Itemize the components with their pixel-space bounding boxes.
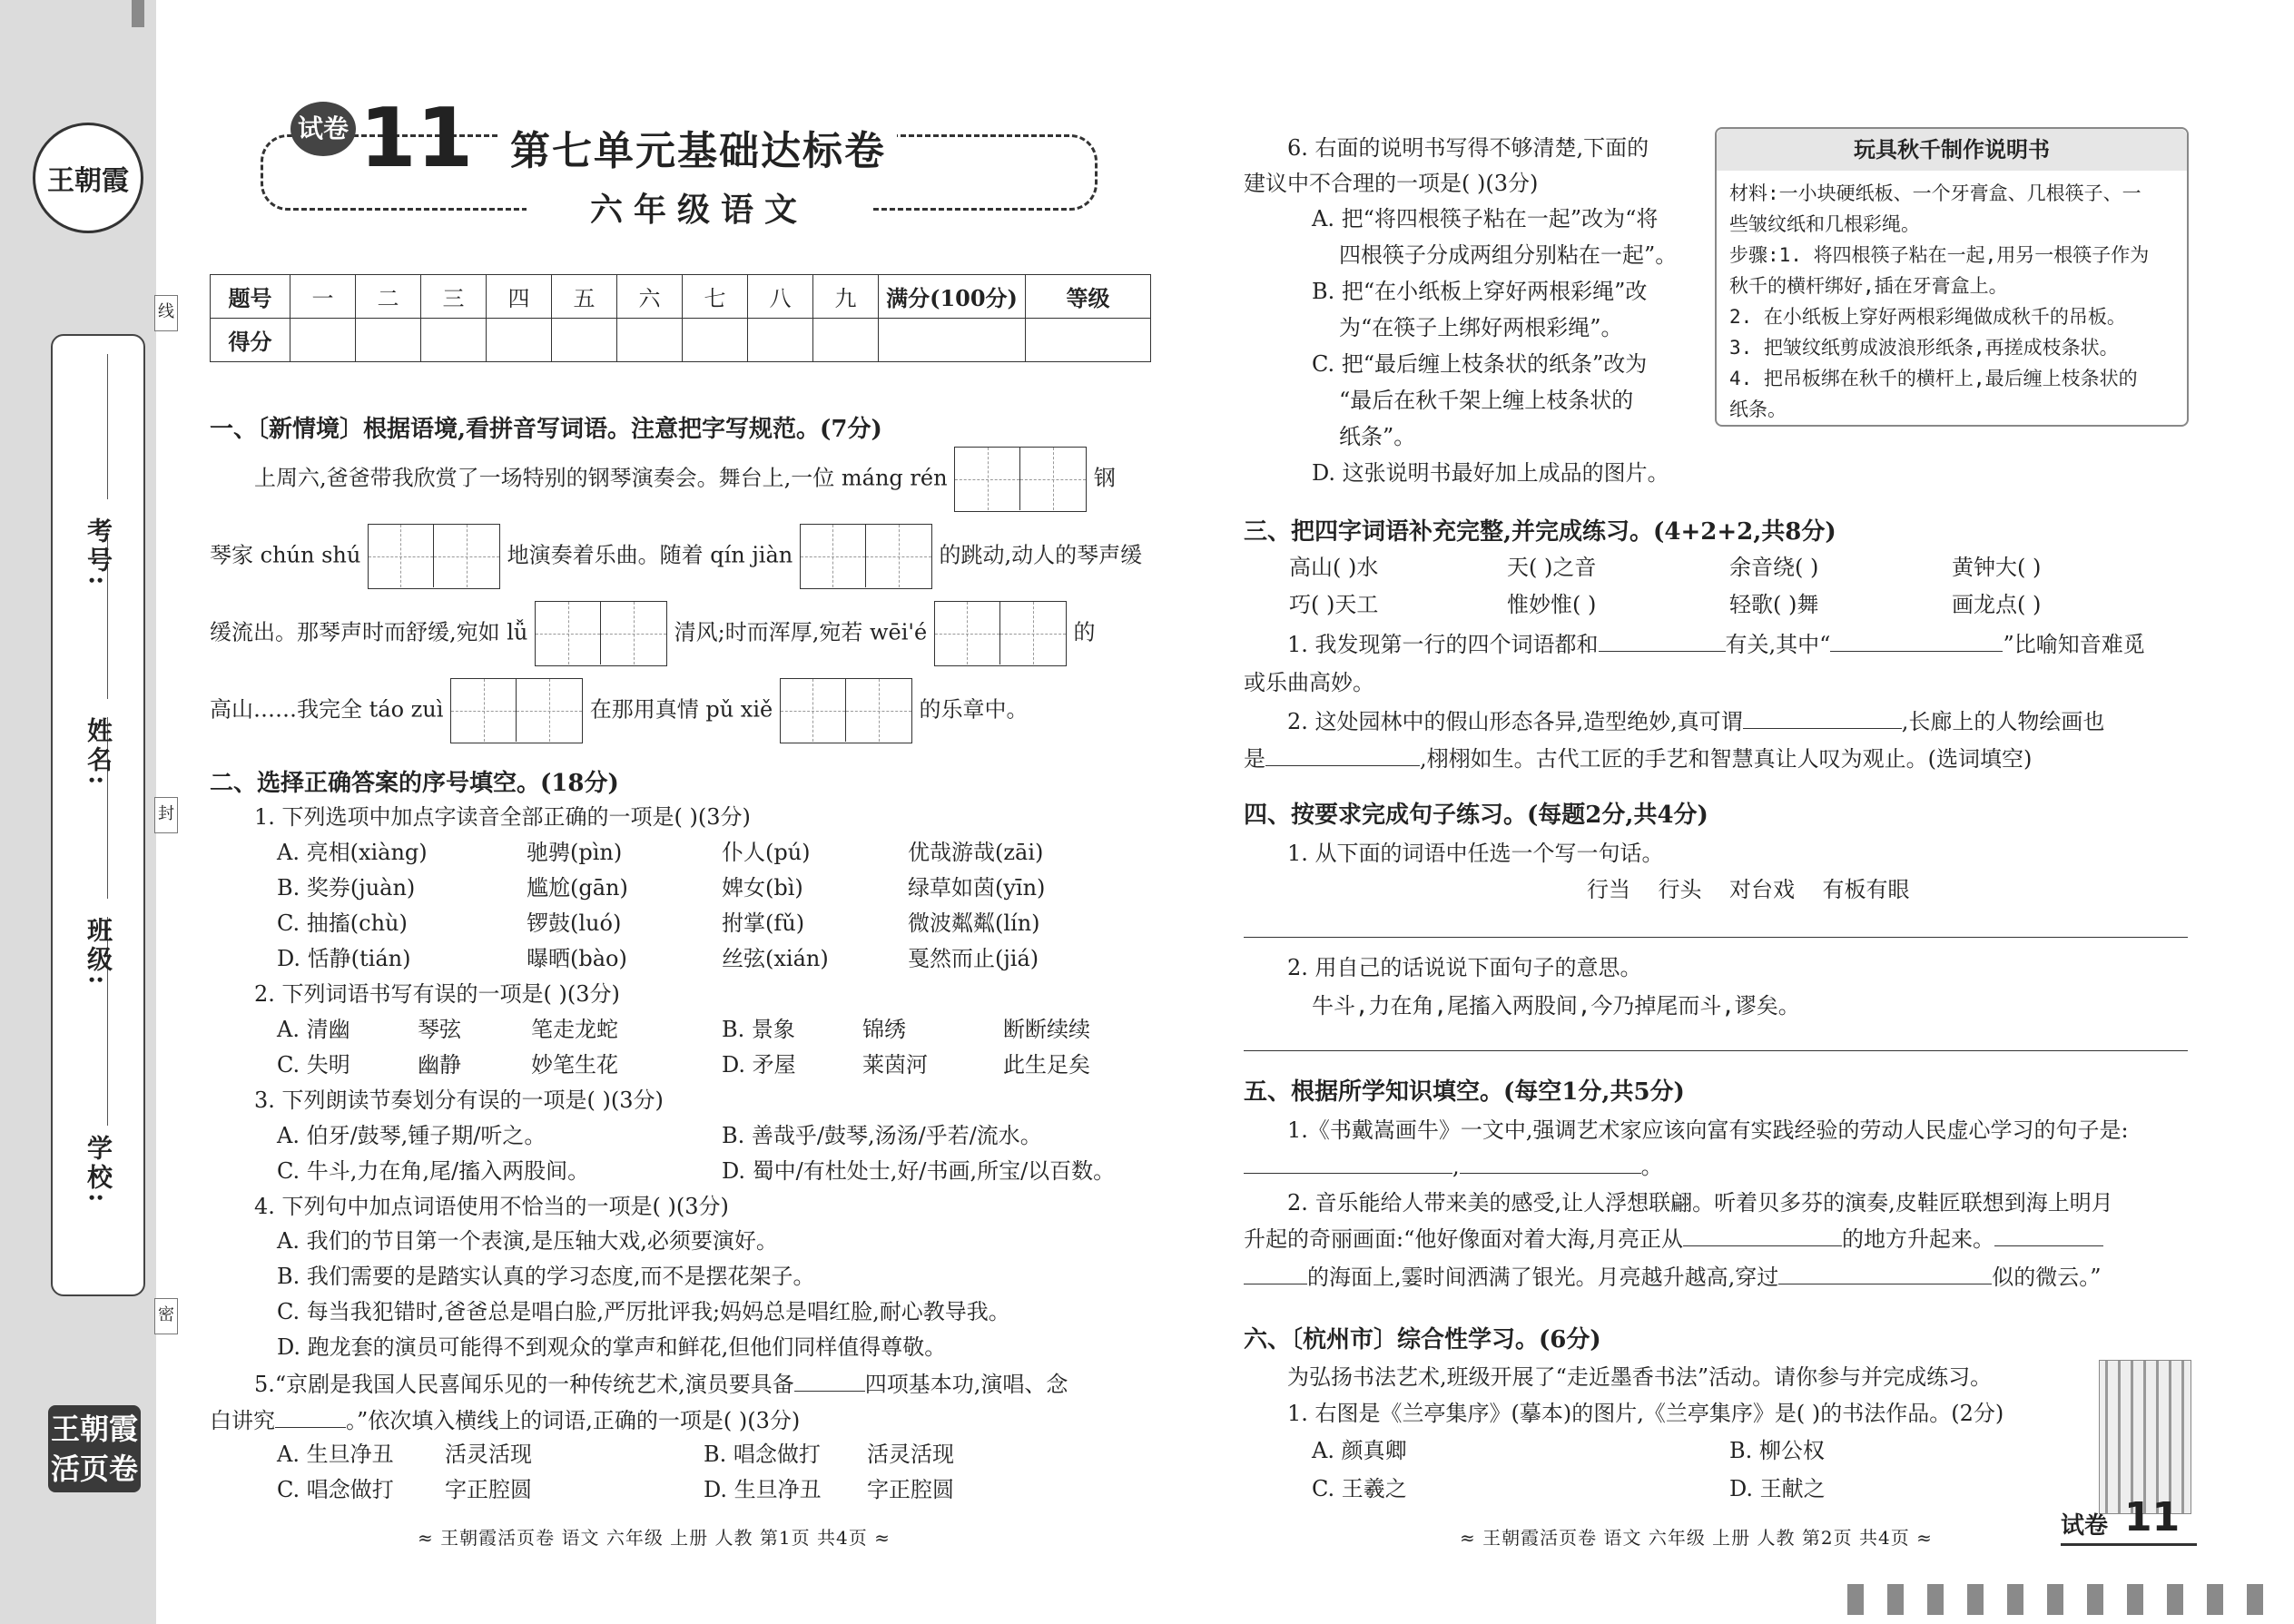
option: 锦绣	[862, 1017, 906, 1042]
idiom: 轻歌( )舞	[1729, 592, 1819, 617]
s1-text: 的跳动,动人的琴声缓	[939, 542, 1143, 568]
option: 幽静	[418, 1052, 461, 1078]
s1-line2	[210, 524, 1142, 589]
option: 微波粼粼(lín)	[908, 910, 1040, 936]
option: 尴尬(gān)	[527, 875, 628, 901]
swing-manual-box	[1715, 127, 2189, 427]
option: 琴弦	[418, 1017, 461, 1042]
s3-text: ,长廊上的人物绘画也	[1901, 709, 2105, 734]
s1-text: 上周六,爸爸带我欣赏了一场特别的钢琴演奏会。舞台上,一位 máng rén	[254, 465, 948, 491]
s1-text: 琴家 chún shú	[210, 542, 361, 568]
score-cell: 五	[552, 275, 617, 319]
option: 断断续续	[1003, 1017, 1090, 1042]
s1-text: 在那用真情 pǔ xiě	[589, 696, 773, 723]
edge-bar	[1847, 1584, 1864, 1615]
answer-blank[interactable]	[1599, 651, 1726, 652]
score-header-row	[211, 275, 1151, 319]
punct: ,	[1452, 1154, 1460, 1179]
score-cell: 一	[290, 275, 356, 319]
s5-q2-l1: 2. 音乐能给人带来美的感受,让人浮想联翩。听着贝多芬的演奏,皮鞋匠联想到海上明月	[1287, 1190, 2113, 1216]
lantingxu-calligraphy-image	[2099, 1360, 2191, 1514]
option: C. 每当我犯错时,爸爸总是唱白脸,严厉批评我;妈妈总是唱红脸,耐心教导我。	[277, 1299, 1010, 1324]
option: B. 柳公权	[1729, 1438, 1825, 1463]
idiom: 余音绕( )	[1729, 555, 1819, 580]
s3-q1-l2: 或乐曲高妙。	[1244, 670, 1374, 695]
s3-q2-l2	[1244, 741, 2032, 773]
q2-4-options	[277, 1224, 1010, 1365]
cut-mark-seal: 封	[154, 797, 178, 833]
seal-text: 王朝霞	[47, 165, 129, 197]
option: B. 善哉乎/鼓琴,汤汤/乎若/流水。	[722, 1123, 1042, 1148]
left-footer: ≈ 王朝霞活页卷 语文 六年级 上册 人教 第1页 共4页 ≈	[418, 1527, 891, 1549]
q2-2-stem: 2. 下列词语书写有误的一项是( )(3分)	[254, 981, 620, 1007]
q6-stem-l2: 建议中不合理的一项是( )(3分)	[1244, 171, 1539, 196]
s5-q2-l3	[1244, 1259, 2102, 1291]
option-row	[277, 1011, 1167, 1047]
option: 曝晒(bào)	[527, 946, 627, 971]
manual-line: 4. 把吊板绑在秋千的横杆上,最后缠上枝条状的	[1729, 368, 2138, 389]
q2-5-stem-l2	[210, 1403, 800, 1434]
section2-title: 二、选择正确答案的序号填空。(18分)	[210, 770, 619, 797]
option-row	[277, 940, 1167, 976]
option: B. 景象	[722, 1017, 795, 1042]
q2-3-stem: 3. 下列朗读节奏划分有误的一项是( )(3分)	[254, 1088, 664, 1113]
option: D. 跑龙套的演员可能得不到观众的掌声和鲜花,但他们同样值得尊敬。	[277, 1334, 947, 1360]
pinyin-grid[interactable]	[954, 447, 1087, 512]
option: D. 生旦净丑	[704, 1477, 822, 1502]
option: A. 颜真卿	[1312, 1438, 1407, 1463]
score-input[interactable]	[1026, 319, 1151, 362]
s3-text: 有关,其中“	[1725, 632, 1831, 657]
right-footer: ≈ 王朝霞活页卷 语文 六年级 上册 人教 第2页 共4页 ≈	[1460, 1527, 1933, 1549]
manual-line: 秋千的横杆绑好,插在牙膏盒上。	[1729, 275, 2008, 297]
option-row	[277, 870, 1167, 905]
option: 四根筷子分成两组分别粘在一起”。	[1339, 242, 1678, 268]
score-cell: 九	[813, 275, 879, 319]
option: 活灵活现	[867, 1442, 954, 1467]
logo-line2: 活页卷	[50, 1452, 138, 1486]
answer-blank[interactable]	[1830, 651, 2003, 652]
huoyejuan-logo	[48, 1405, 141, 1492]
edge-bar	[1967, 1584, 1984, 1615]
section1-title: 一、〔新情境〕根据语境,看拼音写词语。注意把字写规范。(7分)	[210, 416, 882, 443]
q2-1-stem: 1. 下列选项中加点字读音全部正确的一项是( )(3分)	[254, 804, 751, 830]
s1-line1	[254, 447, 1116, 512]
corner-underline	[2061, 1543, 2197, 1546]
logo-line1: 王朝霞	[50, 1412, 138, 1446]
s1-line3	[210, 601, 1096, 666]
corner-label: 试卷	[2061, 1512, 2109, 1540]
edge-bar	[2167, 1584, 2183, 1615]
score-input[interactable]	[421, 319, 487, 362]
edge-bars	[1847, 1584, 2263, 1615]
option: B. 唱念做打	[704, 1442, 821, 1467]
pinyin-grid[interactable]	[450, 678, 583, 743]
option-row	[277, 905, 1167, 940]
s3-text: 1. 我发现第一行的四个词语都和	[1287, 632, 1599, 657]
option: A. 伯牙/鼓琴,锺子期/听之。	[277, 1123, 546, 1148]
s1-text: 钢	[1093, 465, 1116, 491]
s1-text: 的乐章中。	[919, 696, 1029, 723]
option: 优哉游哉(zāi)	[908, 840, 1044, 865]
score-input[interactable]	[290, 319, 356, 362]
s1-text: 地演奏着乐曲。随着 qín jiàn	[507, 542, 793, 568]
s3-q1-l1	[1287, 626, 2145, 658]
score-cell: 六	[617, 275, 683, 319]
s1-text: 缓流出。那琴声时而舒缓,宛如 lǚ	[210, 619, 528, 645]
edge-bar	[2127, 1584, 2143, 1615]
option-row	[277, 1471, 1167, 1507]
edge-bar	[2087, 1584, 2103, 1615]
cut-mark-line: 线	[154, 295, 178, 331]
edge-bar	[2047, 1584, 2063, 1615]
option: C. 失明	[277, 1052, 350, 1078]
s3-text: ”比喻知音难觅	[2003, 632, 2145, 657]
option: B. 我们需要的是踏实认真的学习态度,而不是摆花架子。	[277, 1264, 815, 1289]
q2-3-options	[277, 1117, 1167, 1188]
option-row	[1312, 1432, 2056, 1471]
paper-number: 11	[359, 91, 474, 186]
option: 婢女(bì)	[722, 875, 803, 901]
option: 妙笔生花	[531, 1052, 618, 1078]
manual-line: 纸条。	[1729, 399, 1787, 420]
manual-line: 2. 在小纸板上穿好两根彩绳做成秋千的吊板。	[1729, 306, 2126, 328]
option: 丝弦(xián)	[722, 946, 829, 971]
s3-row1	[1289, 549, 2041, 581]
s3-row2	[1289, 586, 2041, 618]
answer-blank[interactable]	[1994, 1245, 2103, 1246]
option: D. 王献之	[1729, 1476, 1826, 1501]
s3-q2-l1	[1287, 704, 2104, 735]
answer-blank[interactable]	[1244, 1173, 1452, 1174]
score-input[interactable]	[813, 319, 879, 362]
option: “最后在秋千架上缠上枝条状的	[1339, 388, 1634, 413]
score-cell: 三	[421, 275, 487, 319]
exam-no-label: 考号:	[84, 517, 113, 589]
option: A. 生旦净丑	[277, 1442, 394, 1467]
option: C. 王羲之	[1312, 1476, 1407, 1501]
q5-text: 白讲究	[210, 1408, 275, 1433]
manual-line: 材料:一小块硬纸板、一个牙膏盒、几根筷子、一	[1729, 182, 2141, 204]
s4-word-list: 行当 行头 对台戏 有板有眼	[1587, 877, 1910, 902]
option: A. 把“将四根筷子粘在一起”改为“将	[1312, 206, 1659, 231]
s6-intro: 为弘扬书法艺术,班级开展了“走近墨香书法”活动。请你参与并完成练习。	[1287, 1364, 1993, 1390]
option: D. 矛屋	[722, 1052, 796, 1078]
option: 戛然而止(jiá)	[908, 946, 1039, 971]
paper-title: 第七单元基础达标卷	[499, 118, 897, 176]
option: B. 把“在小纸板上穿好两根彩绳”改	[1312, 279, 1648, 304]
option: A. 亮相(xiàng)	[277, 840, 428, 865]
s3-text: 2. 这处园林中的假山形态各异,造型绝妙,真可谓	[1287, 709, 1743, 734]
option: 锣鼓(luó)	[527, 910, 622, 936]
q2-2-options	[277, 1011, 1167, 1082]
manual-line: 3. 把皱纹纸剪成波浪形纸条,再搓成枝条状。	[1729, 337, 2119, 359]
option: 拊掌(fǔ)	[722, 910, 805, 936]
option: 为“在筷子上绑好两根彩绳”。	[1339, 315, 1623, 340]
score-input[interactable]	[748, 319, 813, 362]
section4-title: 四、按要求完成句子练习。(每题2分,共4分)	[1244, 802, 1708, 829]
answer-blank[interactable]	[275, 1427, 346, 1428]
option: A. 我们的节目第一个表演,是压轴大戏,必须要演好。	[277, 1228, 778, 1254]
score-table	[210, 274, 1151, 362]
student-info-box	[51, 334, 145, 1296]
score-input[interactable]	[683, 319, 748, 362]
score-input[interactable]	[487, 319, 552, 362]
option: 字正腔圆	[867, 1477, 954, 1502]
s3-text: ,栩栩如生。古代工匠的手艺和智慧真让人叹为观止。(选词填空)	[1420, 746, 2033, 772]
option: 字正腔圆	[445, 1477, 532, 1502]
edge-bar	[2007, 1584, 2023, 1615]
s4-q1: 1. 从下面的词语中任选一个写一句话。	[1287, 841, 1664, 866]
section6-title: 六、〔杭州市〕综合性学习。(6分)	[1244, 1326, 1601, 1353]
option: D. 蜀中/有杜处士,好/书画,所宝/以百数。	[722, 1158, 1116, 1184]
s6-options	[1312, 1432, 2056, 1509]
strip-tab	[132, 0, 144, 27]
paper-subtitle: 六年级语文	[527, 184, 871, 235]
option: 莱茵河	[862, 1052, 928, 1078]
score-input[interactable]	[356, 319, 421, 362]
section3-title: 三、把四字词语补充完整,并完成练习。(4+2+2,共8分)	[1244, 518, 1836, 546]
q6-stem-l1: 6. 右面的说明书写得不够清楚,下面的	[1287, 135, 1649, 161]
idiom: 画龙点( )	[1952, 592, 2042, 617]
idiom: 巧( )天工	[1289, 592, 1379, 617]
s5-q2-l2	[1244, 1221, 2103, 1253]
option-row	[277, 834, 1167, 870]
manual-line: 些皱纹纸和几根彩绳。	[1729, 213, 1920, 235]
pinyin-grid[interactable]	[780, 678, 912, 743]
s5-q1: 1.《书戴嵩画牛》一文中,强调艺术家应该向富有实践经验的劳动人民虚心学习的句子是:	[1287, 1117, 2129, 1143]
answer-blank[interactable]	[794, 1391, 865, 1392]
s1-text: 清风;时而浑厚,宛若 wēi'é	[674, 619, 928, 645]
publisher-seal-logo	[33, 123, 143, 233]
s5-text: 似的微云。”	[1992, 1265, 2102, 1290]
manual-title: 玩具秋千制作说明书	[1717, 129, 2187, 171]
q5-text: 5.“京剧是我国人民喜闻乐见的一种传统艺术,演员要具备	[254, 1372, 794, 1397]
score-input[interactable]	[552, 319, 617, 362]
s4-q2: 2. 用自己的话说说下面句子的意思。	[1287, 955, 1642, 980]
s1-text: 高山……我完全 táo zuì	[210, 696, 444, 723]
score-cell: 七	[683, 275, 748, 319]
option: 活灵活现	[445, 1442, 532, 1467]
option: D. 恬静(tián)	[277, 946, 411, 971]
answer-blank[interactable]	[1743, 728, 1902, 729]
q2-4-stem: 4. 下列句中加点词语使用不恰当的一项是( )(3分)	[254, 1194, 729, 1219]
score-input-row	[211, 319, 1151, 362]
option: D. 这张说明书最好加上成品的图片。	[1312, 460, 1669, 486]
s5-text: 的地方升起来。	[1841, 1226, 1994, 1252]
option: 仆人(pú)	[722, 840, 811, 865]
score-cell: 得分	[211, 319, 290, 362]
idiom: 高山( )水	[1289, 555, 1379, 580]
q2-5-stem-l1	[254, 1366, 1068, 1398]
pinyin-grid[interactable]	[535, 601, 667, 666]
manual-line: 步骤:1. 将四根筷子粘在一起,用另一根筷子作为	[1729, 244, 2150, 266]
q5-text: 。”依次填入横线上的词语,正确的一项是( )(3分)	[346, 1408, 801, 1433]
option: 纸条”。	[1339, 424, 1416, 449]
paper-badge: 试卷	[290, 102, 356, 156]
class-label: 班级:	[84, 917, 113, 989]
score-cell: 题号	[211, 275, 290, 319]
q6-options	[1312, 201, 1677, 491]
pinyin-grid[interactable]	[934, 601, 1067, 666]
punct: 。	[1640, 1154, 1663, 1179]
score-cell: 满分(100分)	[879, 275, 1026, 319]
s1-text: 的	[1073, 619, 1096, 645]
option-row	[277, 1436, 1167, 1471]
option: C. 把“最后缠上枝条状的纸条”改为	[1312, 351, 1648, 377]
option: 笔走龙蛇	[531, 1017, 618, 1042]
s5-text: 的海面上,霎时间洒满了银光。月亮越升越高,穿过	[1307, 1265, 1779, 1290]
option: 此生足矣	[1003, 1052, 1090, 1078]
s4-quote: 牛斗,力在角,尾搐入两股间,今乃掉尾而斗,谬矣。	[1312, 993, 1800, 1019]
s3-text: 是	[1244, 746, 1265, 772]
name-label: 姓名:	[84, 717, 113, 789]
option-row	[1312, 1471, 2056, 1509]
option: C. 牛斗,力在角,尾/搐入两股间。	[277, 1158, 590, 1184]
score-input[interactable]	[879, 319, 1026, 362]
idiom: 黄钟大( )	[1952, 555, 2042, 580]
corner-number: 11	[2124, 1494, 2181, 1540]
option: A. 清幽	[277, 1017, 350, 1042]
score-cell: 二	[356, 275, 421, 319]
answer-line[interactable]	[1244, 1050, 2188, 1051]
option: 驰骋(pìn)	[527, 840, 623, 865]
option-row	[277, 1047, 1167, 1082]
score-input[interactable]	[617, 319, 683, 362]
s5-q1-blanks	[1244, 1148, 1663, 1180]
answer-line[interactable]	[1244, 937, 2188, 938]
answer-blank[interactable]	[1460, 1173, 1641, 1174]
pinyin-grid[interactable]	[800, 524, 932, 589]
option: 绿草如茵(yīn)	[908, 875, 1046, 901]
edge-bar	[2207, 1584, 2223, 1615]
section5-title: 五、根据所学知识填空。(每空1分,共5分)	[1244, 1078, 1685, 1106]
idiom: 天( )之音	[1507, 555, 1597, 580]
edge-bar	[2247, 1584, 2263, 1615]
option-row	[277, 1117, 1167, 1153]
cut-mark-dense: 密	[154, 1298, 178, 1334]
s1-line4	[210, 678, 1029, 743]
school-label: 学校:	[84, 1135, 113, 1206]
edge-bar	[1887, 1584, 1904, 1615]
edge-bar	[1927, 1584, 1944, 1615]
option-row	[277, 1153, 1167, 1188]
option: B. 奖券(juàn)	[277, 875, 416, 901]
score-cell: 八	[748, 275, 813, 319]
q5-text: 四项基本功,演唱、念	[864, 1372, 1068, 1397]
q2-1-options	[277, 834, 1167, 976]
option: C. 抽搐(chù)	[277, 910, 408, 936]
score-cell: 等级	[1026, 275, 1151, 319]
idiom: 惟妙惟( )	[1507, 592, 1597, 617]
pinyin-grid[interactable]	[368, 524, 500, 589]
exam-no-blank[interactable]	[107, 354, 108, 499]
answer-blank[interactable]	[1683, 1245, 1842, 1246]
s6-q1: 1. 右图是《兰亭集序》(摹本)的图片,《兰亭集序》是( )的书法作品。(2分)	[1287, 1401, 2004, 1426]
answer-blank[interactable]	[1265, 765, 1420, 766]
score-cell: 四	[487, 275, 552, 319]
option: C. 唱念做打	[277, 1477, 394, 1502]
s5-text: 升起的奇丽画面:“他好像面对着大海,月亮正从	[1244, 1226, 1683, 1252]
q2-5-options	[277, 1436, 1167, 1507]
